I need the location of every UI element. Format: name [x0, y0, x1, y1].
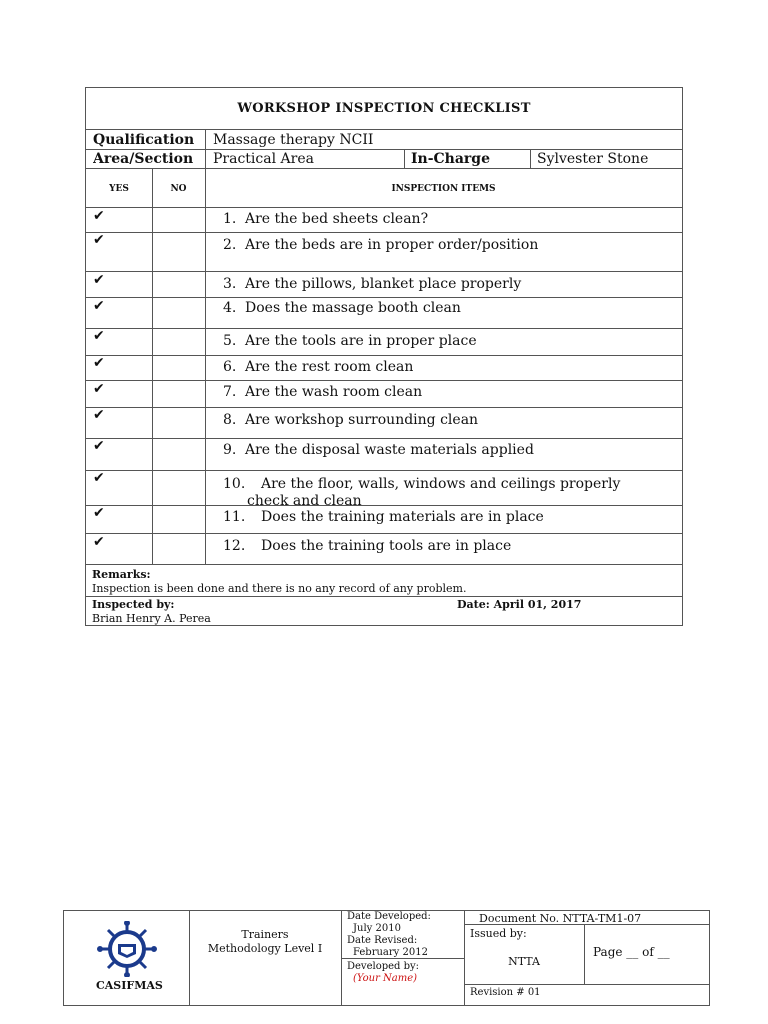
item-number: 10.	[223, 476, 246, 492]
item-text: Does the training materials are in place	[261, 509, 544, 525]
issued-by-value: NTTA	[508, 955, 540, 968]
yes-check-mark: ✔	[93, 407, 105, 423]
inspection-item	[223, 237, 538, 254]
inspection-item	[223, 359, 413, 376]
item-text: Are workshop surrounding clean	[245, 412, 479, 428]
document-number: Document No. NTTA-TM1-07	[479, 912, 642, 925]
date-developed: July 2010	[353, 923, 401, 934]
yes-check-mark: ✔	[93, 328, 105, 344]
inspection-item	[223, 276, 521, 293]
item-text: Are the bed sheets clean?	[245, 211, 429, 227]
inspection-checklist-table	[85, 87, 683, 626]
casifmas-logo	[97, 921, 157, 977]
yes-check-mark: ✔	[93, 298, 105, 314]
revision-number: Revision # 01	[470, 987, 541, 998]
item-number: 12.	[223, 538, 246, 554]
remarks-label: Remarks:	[92, 568, 151, 581]
in-charge-label: In-Charge	[411, 151, 491, 167]
inspector-name: Brian Henry A. Perea	[92, 612, 211, 625]
yes-check-mark: ✔	[93, 505, 105, 521]
item-number: 8.	[223, 412, 237, 428]
date-revised-label: Date Revised:	[347, 935, 418, 946]
yes-check-mark: ✔	[93, 438, 105, 454]
item-number: 5.	[223, 333, 237, 349]
column-yes: YES	[109, 183, 129, 194]
item-number: 3.	[223, 276, 237, 292]
developed-by-label: Developed by:	[347, 961, 420, 972]
item-number: 1.	[223, 211, 237, 227]
item-number: 4.	[223, 300, 237, 316]
item-text: Are the pillows, blanket place properly	[245, 276, 522, 292]
checklist-title: WORKSHOP INSPECTION CHECKLIST	[86, 88, 682, 130]
item-number: 2.	[223, 237, 237, 253]
qualification-value: Massage therapy NCII	[213, 132, 374, 148]
inspected-by-label: Inspected by:	[92, 598, 175, 611]
item-text: Are the disposal waste materials applied	[245, 442, 534, 458]
item-number: 11.	[223, 509, 246, 525]
inspection-item	[223, 538, 511, 555]
inspection-item	[223, 384, 422, 401]
item-text-continued: check and clean	[247, 493, 362, 509]
item-text: Are the floor, walls, windows and ceilings properly	[261, 476, 621, 492]
qualification-label: Qualification	[93, 132, 195, 148]
yes-check-mark: ✔	[93, 470, 105, 486]
yes-check-mark: ✔	[93, 272, 105, 288]
item-text: Are the tools are in proper place	[245, 333, 477, 349]
column-no: NO	[170, 183, 187, 194]
item-text: Are the rest room clean	[245, 359, 414, 375]
yes-check-mark: ✔	[93, 381, 105, 397]
inspection-item	[223, 211, 428, 228]
yes-check-mark: ✔	[93, 208, 105, 224]
inspection-item	[223, 509, 544, 526]
date-revised: February 2012	[353, 947, 428, 958]
item-number: 6.	[223, 359, 237, 375]
issued-by-label: Issued by:	[470, 927, 527, 940]
inspection-item	[223, 442, 534, 459]
document-footer	[63, 910, 710, 1006]
inspection-item	[223, 412, 478, 429]
area-section-value: Practical Area	[213, 151, 314, 167]
item-text: Does the training tools are in place	[261, 538, 512, 554]
item-number: 9.	[223, 442, 237, 458]
item-text: Does the massage booth clean	[245, 300, 461, 316]
inspection-date: Date: April 01, 2017	[457, 598, 582, 611]
course-line-1: Trainers	[241, 928, 289, 941]
inspection-item	[223, 300, 461, 317]
org-name: CASIFMAS	[96, 979, 163, 992]
inspection-item	[223, 333, 477, 350]
developed-by-name: (Your Name)	[353, 973, 418, 984]
yes-check-mark: ✔	[93, 534, 105, 550]
course-line-2: Methodology Level I	[207, 942, 323, 955]
date-developed-label: Date Developed:	[347, 911, 431, 922]
yes-check-mark: ✔	[93, 232, 105, 248]
remarks-text: Inspection is been done and there is no any record of any problem.	[92, 582, 467, 595]
in-charge-value: Sylvester Stone	[537, 151, 649, 167]
item-text: Are the beds are in proper order/position	[245, 237, 539, 253]
column-inspection-items: INSPECTION ITEMS	[391, 183, 496, 194]
page-number: Page __ of __	[593, 945, 670, 959]
item-number: 7.	[223, 384, 237, 400]
yes-check-mark: ✔	[93, 355, 105, 371]
area-section-label: Area/Section	[93, 151, 194, 167]
item-text: Are the wash room clean	[245, 384, 423, 400]
